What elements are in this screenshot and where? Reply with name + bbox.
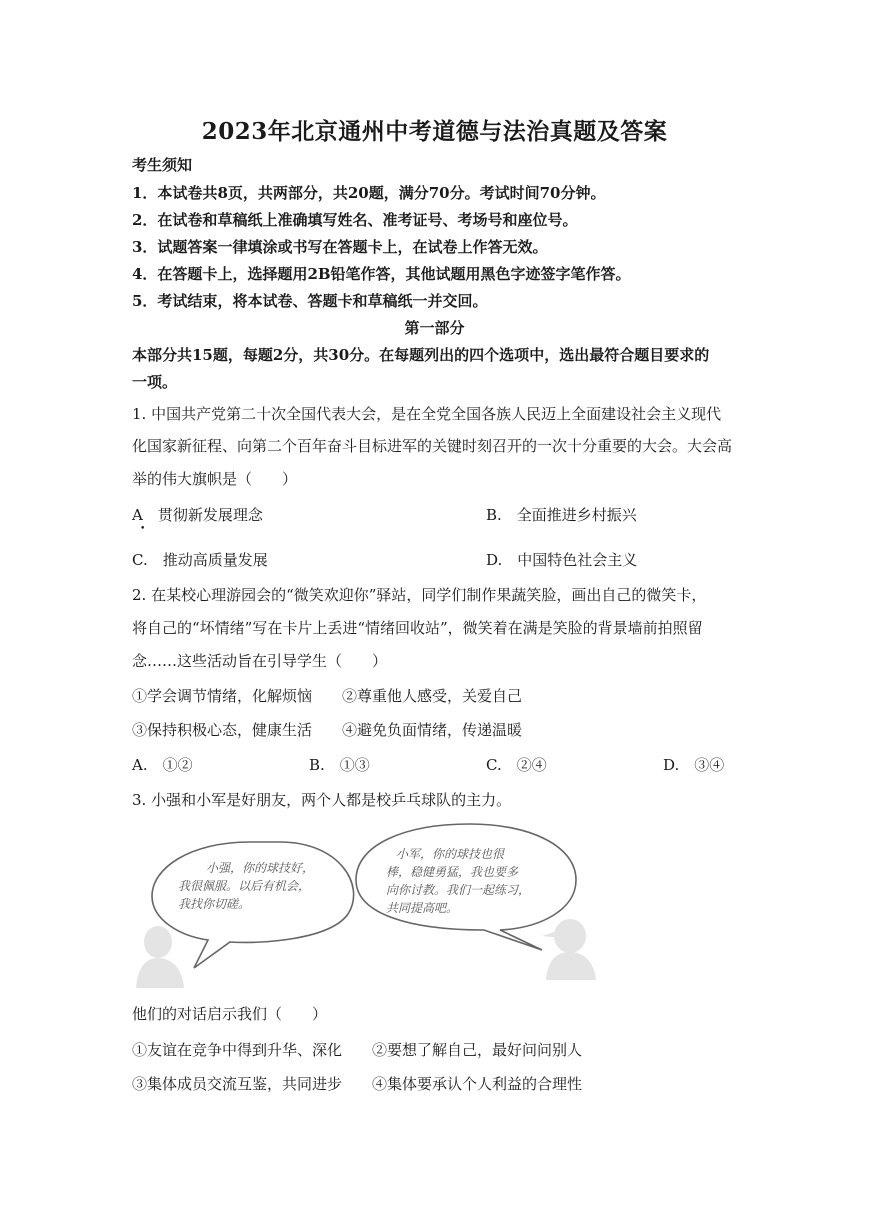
q1-option-d[interactable]: D. 中国特色社会主义 bbox=[486, 551, 638, 569]
notice-item: 4．在答题卡上，选择题用2B铅笔作答，其他试题用黑色字迹签字笔作答。 bbox=[132, 265, 631, 283]
q1-option-c[interactable]: C. 推动高质量发展 bbox=[132, 551, 268, 569]
bubble-left-line: 小强，你的球技好， bbox=[206, 861, 315, 875]
q2-statements: ③保持积极心态，健康生活 ④避免负面情绪，传递温暖 bbox=[132, 721, 523, 739]
notice-heading: 考生须知 bbox=[132, 156, 193, 174]
bubble-right-line: 棒，稳健勇猛，我也要多 bbox=[386, 865, 519, 879]
bubble-right-line: 小军，你的球技也很 bbox=[396, 847, 505, 861]
dialogue-illustration bbox=[130, 818, 610, 988]
q2-option-b[interactable]: B. ①③ bbox=[309, 756, 370, 774]
q1-stem-line: 举的伟大旗帜是（ ） bbox=[132, 470, 298, 488]
q1-stem-line: 1. 中国共产党第二十次全国代表大会，是在全党全国各族人民迈上全面建设社会主义现代 bbox=[132, 405, 722, 423]
q2-option-c[interactable]: C. ②④ bbox=[486, 756, 547, 774]
q1-option-b[interactable]: B. 全面推进乡村振兴 bbox=[486, 506, 637, 524]
page-title: 2023年北京通州中考道德与法治真题及答案 bbox=[201, 118, 668, 145]
q2-option-a[interactable]: A. ①② bbox=[132, 756, 193, 774]
q1-stem-line: 化国家新征程、向第二个百年奋斗目标进军的关键时刻召开的一次十分重要的大会。大会高 bbox=[132, 437, 733, 455]
part-heading: 第一部分 bbox=[404, 319, 465, 337]
dot-mark: • bbox=[140, 524, 146, 534]
bubble-left-line: 我很佩服。以后有机会， bbox=[178, 879, 311, 893]
person-left-figure bbox=[136, 926, 184, 988]
q2-stem-line: 念……这些活动旨在引导学生（ ） bbox=[132, 652, 388, 670]
q3-question: 他们的对话启示我们（ ） bbox=[132, 1005, 328, 1023]
notice-item: 1．本试卷共8页，共两部分，共20题，满分70分。考试时间70分钟。 bbox=[132, 184, 606, 202]
q3-statements: ①友谊在竞争中得到升华、深化 ②要想了解自己，最好问问别人 bbox=[132, 1041, 583, 1059]
q1-option-a[interactable]: A 贯彻新发展理念 bbox=[132, 506, 263, 524]
q2-stem-line: 2. 在某校心理游园会的“微笑欢迎你”驿站，同学们制作果蔬笑脸，画出自己的微笑卡， bbox=[132, 586, 707, 604]
notice-item: 3．试题答案一律填涂或书写在答题卡上，在试卷上作答无效。 bbox=[132, 238, 548, 256]
notice-item: 2．在试卷和草稿纸上准确填写姓名、准考证号、考场号和座位号。 bbox=[132, 211, 578, 229]
q3-statements: ③集体成员交流互鉴，共同进步 ④集体要承认个人利益的合理性 bbox=[132, 1075, 583, 1093]
bubble-left-line: 我找你切磋。 bbox=[178, 897, 251, 911]
q3-stem: 3. 小强和小军是好朋友，两个人都是校乒乓球队的主力。 bbox=[132, 791, 512, 809]
part-instructions: 一项。 bbox=[132, 373, 178, 391]
part-instructions: 本部分共15题，每题2分，共30分。在每题列出的四个选项中，选出最符合题目要求的 bbox=[132, 346, 710, 364]
bubble-right-line: 共同提高吧。 bbox=[386, 901, 459, 915]
bubble-right-line: 向你讨教。我们一起练习， bbox=[386, 883, 531, 897]
q2-stem-line: 将自己的“坏情绪”写在卡片上丢进“情绪回收站”，微笑着在满是笑脸的背景墙前拍照留 bbox=[132, 619, 703, 637]
q2-option-d[interactable]: D. ③④ bbox=[663, 756, 725, 774]
notice-item: 5．考试结束，将本试卷、答题卡和草稿纸一并交回。 bbox=[132, 292, 488, 310]
q2-statements: ①学会调节情绪，化解烦恼 ②尊重他人感受，关爱自己 bbox=[132, 687, 523, 705]
person-right-figure bbox=[542, 919, 596, 980]
